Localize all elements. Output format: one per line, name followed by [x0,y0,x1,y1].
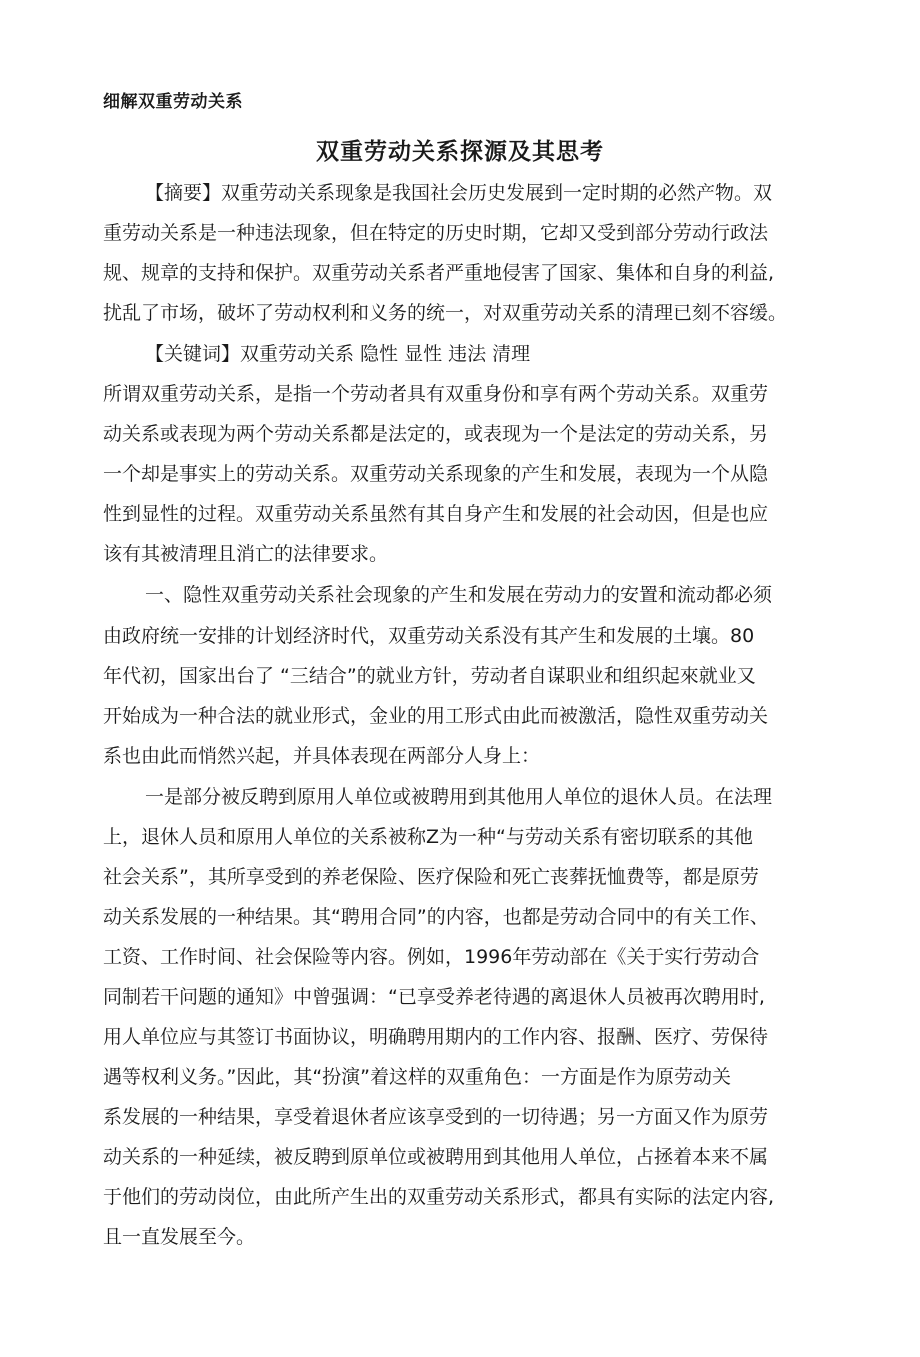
section-one-line: 系也由此而悄然兴起，并具体表现在两部分人身上： [103,745,541,767]
retirees-line: 动关系发展的一种结果。其“聘用合同”的内容，也都是劳动合同中的有关工作、 [103,906,769,928]
retirees-line: 用人单位应与其签订书面协议，明确聘用期内的工作内容、报酬、医疗、劳保待 [103,1026,769,1048]
retirees-line: 一是部分被反聘到原用人单位或被聘用到其他用人单位的退休人员。在法理 [145,786,773,808]
document-title: 双重劳动关系探源及其思考 [316,139,604,165]
body-line: 性到显性的过程。双重劳动关系虽然有其自身产生和发展的社会动因，但是也应 [103,503,769,525]
body-line: 所谓双重劳动关系，是指一个劳动者具有双重身份和享有两个劳动关系。双重劳 [103,383,769,405]
retirees-line: 上，退休人员和原用人单位的关系被称Z为一种“与劳动关系有密切联系的其他 [103,826,753,848]
retirees-line: 工资、工作时间、社会保险等内容。例如，1996年劳动部在《关于实行劳动合 [103,946,760,968]
body-line: 动关系或表现为两个劳动关系都是法定的，或表现为一个是法定的劳动关系，另 [103,423,769,445]
abstract-line: 扰乱了市场，破坏了劳动权利和义务的统一，对双重劳动关系的清理已刻不容缓。 [103,302,788,324]
retirees-line: 动关系的一种延续，被反聘到原单位或被聘用到其他用人单位，占拯着本来不属 [103,1146,769,1168]
keywords-line: 【关键词】双重劳动关系 隐性 显性 违法 清理 [145,343,531,365]
section-one-line: 开始成为一种合法的就业形式，金业的用工形式由此而被激活，隐性双重劳动关 [103,705,769,727]
abstract-line: 【摘要】双重劳动关系现象是我国社会历史发展到一定时期的必然产物。双 [145,182,773,204]
retirees-line: 社会关系”，其所享受到的养老保险、医疗保险和死亡丧葬抚恤费等，都是原劳 [103,866,759,888]
retirees-line: 于他们的劳动岗位，由此所产生出的双重劳动关系形式，都具有实际的法定内容, [103,1186,775,1208]
retirees-line: 且一直发展至今。 [103,1226,256,1248]
retirees-line: 同制若干问题的通知》中曾强调：“已享受养老待遇的离退休人员被再次聘用时, [103,986,765,1008]
section-one-line: 一、隐性双重劳动关系社会现象的产生和发展在劳动力的安置和流动都必须 [145,584,773,606]
document-header: 细解双重劳动关系 [103,92,243,112]
body-line: 一个却是事实上的劳动关系。双重劳动关系现象的产生和发展，表现为一个从隐 [103,463,769,485]
section-one-line: 年代初，国家出台了 “三结合”的就业方针，劳动者自谋职业和组织起來就业又 [103,665,756,687]
section-one-line: 由政府统一安排的计划经济时代，双重劳动关系没有其产生和发展的土壤。80 [103,625,755,647]
abstract-line: 重劳动关系是一种违法现象，但在特定的历史时期，它却又受到部分劳动行政法 [103,222,769,244]
body-line: 该有其被清理且消亡的法律要求。 [103,543,389,565]
retirees-line: 遇等权利义务。”因此，其“扮演”着这样的双重角色：一方面是作为原劳动关 [103,1066,732,1088]
abstract-line: 规、规章的支持和保护。双重劳动关系者严重地侵害了国家、集体和自身的利益, [103,262,775,284]
retirees-line: 系发展的一种结果，享受着退休者应该享受到的一切待遇；另一方面又作为原劳 [103,1106,769,1128]
